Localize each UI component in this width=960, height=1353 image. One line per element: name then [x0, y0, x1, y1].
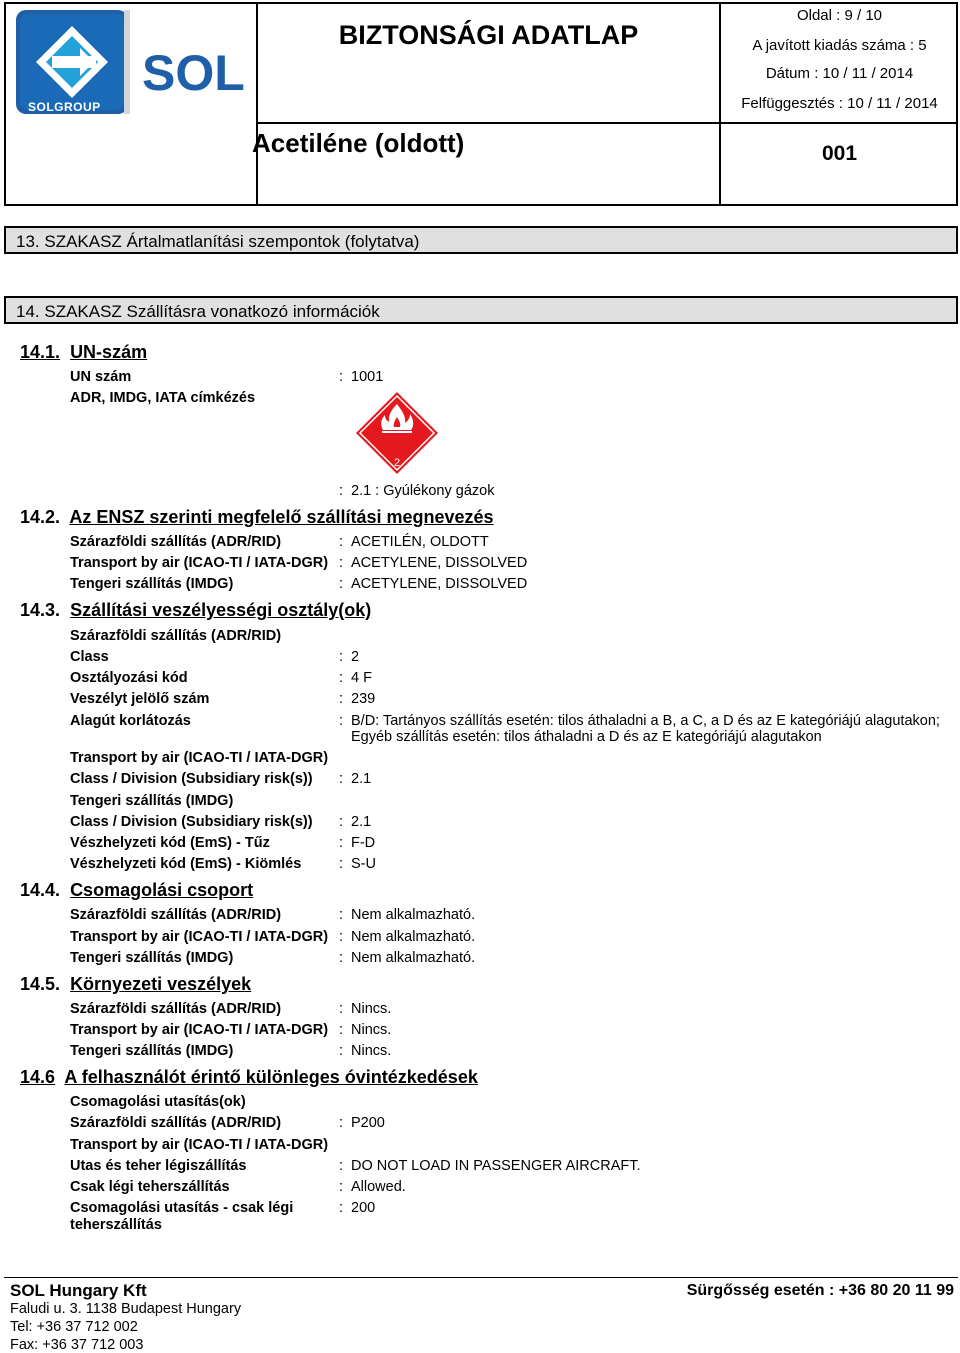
subsection-title: Az ENSZ szerinti megfelelő szállítási megnevezés: [69, 507, 494, 527]
group-heading: Transport by air (ICAO-TI / IATA-DGR): [70, 1137, 329, 1153]
row-label: Szárazföldi szállítás (ADR/RID): [70, 1115, 282, 1131]
separator: :: [339, 1043, 344, 1059]
row-label: Csomagolási utasítás - csak légi: [70, 1200, 294, 1216]
separator: :: [339, 1001, 344, 1017]
document-title: BIZTONSÁGI ADATLAP: [338, 20, 639, 50]
row-label: Szárazföldi szállítás (ADR/RID): [70, 1001, 282, 1017]
row-label: Transport by air (ICAO-TI / IATA-DGR): [70, 1022, 329, 1038]
svg-text:SOL: SOL: [142, 45, 245, 101]
row-label: Szárazföldi szállítás (ADR/RID): [70, 534, 282, 550]
subsection-number: 14.5.: [20, 974, 61, 994]
section-14-bar: 14. SZAKASZ Szállításra vonatkozó információk: [4, 296, 958, 324]
hazard-pictogram: [354, 390, 440, 476]
row-value: 4 F: [351, 670, 372, 686]
separator: :: [339, 950, 344, 966]
subsection-14-3-heading: [20, 600, 371, 621]
row-label: Tengeri szállítás (IMDG): [70, 1043, 234, 1059]
row-value: ACETYLENE, DISSOLVED: [351, 555, 528, 571]
row-value: Nincs.: [351, 1043, 392, 1059]
tunnel-value-line-1: B/D: Tartányos szállítás esetén: tilos áthaladni a B, a C, a D és az E kategóriájú alagutakon;: [351, 713, 940, 729]
row-value: DO NOT LOAD IN PASSENGER AIRCRAFT.: [351, 1158, 641, 1174]
labelling-label: ADR, IMDG, IATA címkézés: [70, 390, 256, 406]
row-value: 200: [351, 1200, 376, 1216]
separator: :: [339, 576, 344, 592]
pictogram-caption: 2.1 : Gyúlékony gázok: [351, 483, 495, 499]
product-code: 001: [822, 142, 858, 165]
separator: :: [339, 814, 344, 830]
subsection-number: 14.6: [20, 1067, 56, 1087]
supersedes-date: Felfüggesztés : 10 / 11 / 2014: [741, 95, 938, 112]
row-value: P200: [351, 1115, 385, 1131]
un-number-value: 1001: [351, 369, 384, 385]
row-label: Osztályozási kód: [70, 670, 188, 686]
separator: :: [339, 691, 344, 707]
logo-subtext: SOLGROUP: [28, 100, 101, 114]
issue-date: Dátum : 10 / 11 / 2014: [765, 65, 914, 82]
row-label: Tengeri szállítás (IMDG): [70, 950, 234, 966]
separator: :: [339, 713, 344, 729]
footer-fax: Fax: +36 37 712 003: [10, 1337, 144, 1353]
row-value: Nem alkalmazható.: [351, 950, 476, 966]
subsection-title: Csomagolási csoport: [70, 880, 254, 900]
row-value: Nem alkalmazható.: [351, 907, 476, 923]
product-name: Acetiléne (oldott): [252, 128, 465, 158]
separator: :: [339, 369, 344, 385]
group-heading: Tengeri szállítás (IMDG): [70, 793, 234, 809]
subsection-14-2-heading: [20, 507, 494, 528]
footer-emergency: Sürgősség esetén : +36 80 20 11 99: [686, 1282, 954, 1299]
group-heading: Transport by air (ICAO-TI / IATA-DGR): [70, 750, 329, 766]
subsection-number: 14.4.: [20, 880, 61, 900]
separator: :: [339, 1158, 344, 1174]
separator: :: [339, 555, 344, 571]
row-label: Class / Division (Subsidiary risk(s)): [70, 771, 313, 787]
footer-company: SOL Hungary Kft: [10, 1281, 147, 1300]
subsection-14-1-heading: [20, 342, 147, 363]
row-label: Transport by air (ICAO-TI / IATA-DGR): [70, 929, 329, 945]
row-label: Szárazföldi szállítás (ADR/RID): [70, 907, 282, 923]
separator: :: [339, 483, 344, 499]
tunnel-value-line-2: Egyéb szállítás esetén: tilos áthaladni a D és az E kategóriájú alagutakon: [351, 729, 822, 745]
row-value: S-U: [351, 856, 376, 872]
subsection-14-6-heading: [20, 1067, 478, 1088]
row-value: Allowed.: [351, 1179, 406, 1195]
row-value: Nincs.: [351, 1001, 392, 1017]
row-label: Class / Division (Subsidiary risk(s)): [70, 814, 313, 830]
row-label: Csak légi teherszállítás: [70, 1179, 230, 1195]
row-label: Veszélyt jelölő szám: [70, 691, 210, 707]
separator: :: [339, 1179, 344, 1195]
row-value: 2: [351, 649, 360, 665]
separator: :: [339, 649, 344, 665]
subsection-number: 14.2.: [20, 507, 61, 527]
un-number-label: UN szám: [70, 369, 132, 385]
row-value: ACETYLENE, DISSOLVED: [351, 576, 528, 592]
subsection-title: A felhasználót érintő különleges óvintézkedések: [64, 1067, 478, 1087]
footer-rule: [4, 1277, 958, 1278]
separator: :: [339, 1115, 344, 1131]
row-value: 2.1: [351, 814, 372, 830]
separator: :: [339, 856, 344, 872]
row-value: 2.1: [351, 771, 372, 787]
row-label: teherszállítás: [70, 1217, 162, 1233]
row-value: Nincs.: [351, 1022, 392, 1038]
group-heading: Csomagolási utasítás(ok): [70, 1094, 246, 1110]
row-label: Alagút korlátozás: [70, 713, 191, 729]
separator: :: [339, 907, 344, 923]
row-label: Transport by air (ICAO-TI / IATA-DGR): [70, 555, 329, 571]
svg-text:2: 2: [393, 457, 401, 469]
revision-number: A javított kiadás száma : 5: [752, 37, 927, 54]
separator: :: [339, 771, 344, 787]
row-label: Vészhelyzeti kód (EmS) - Tűz: [70, 835, 270, 851]
subsection-title: UN-szám: [70, 342, 148, 362]
separator: :: [339, 929, 344, 945]
company-logo: [14, 8, 250, 126]
row-label: Utas és teher légiszállítás: [70, 1158, 247, 1174]
section-13-bar: 13. SZAKASZ Ártalmatlanítási szempontok (folytatva): [4, 226, 958, 254]
separator: :: [339, 1200, 344, 1216]
group-heading: Szárazföldi szállítás (ADR/RID): [70, 628, 282, 644]
footer-phone: Tel: +36 37 712 002: [10, 1319, 138, 1335]
footer-address: Faludi u. 3. 1138 Budapest Hungary: [10, 1301, 242, 1317]
subsection-number: 14.1.: [20, 342, 61, 362]
flame-icon: [354, 390, 440, 476]
header-divider: [256, 122, 958, 124]
row-label: Vészhelyzeti kód (EmS) - Kiömlés: [70, 856, 302, 872]
row-label: Tengeri szállítás (IMDG): [70, 576, 234, 592]
page-number: Oldal : 9 / 10: [796, 7, 883, 24]
subsection-title: Szállítási veszélyességi osztály(ok): [70, 600, 372, 620]
subsection-title: Környezeti veszélyek: [70, 974, 252, 994]
subsection-14-4-heading: [20, 880, 253, 901]
separator: :: [339, 835, 344, 851]
row-value: 239: [351, 691, 376, 707]
row-label: Class: [70, 649, 109, 665]
row-value: ACETILÉN, OLDOTT: [351, 534, 489, 550]
subsection-14-5-heading: [20, 974, 251, 995]
subsection-number: 14.3.: [20, 600, 61, 620]
separator: :: [339, 1022, 344, 1038]
row-value: F-D: [351, 835, 376, 851]
separator: :: [339, 534, 344, 550]
separator: :: [339, 670, 344, 686]
row-value: Nem alkalmazható.: [351, 929, 476, 945]
